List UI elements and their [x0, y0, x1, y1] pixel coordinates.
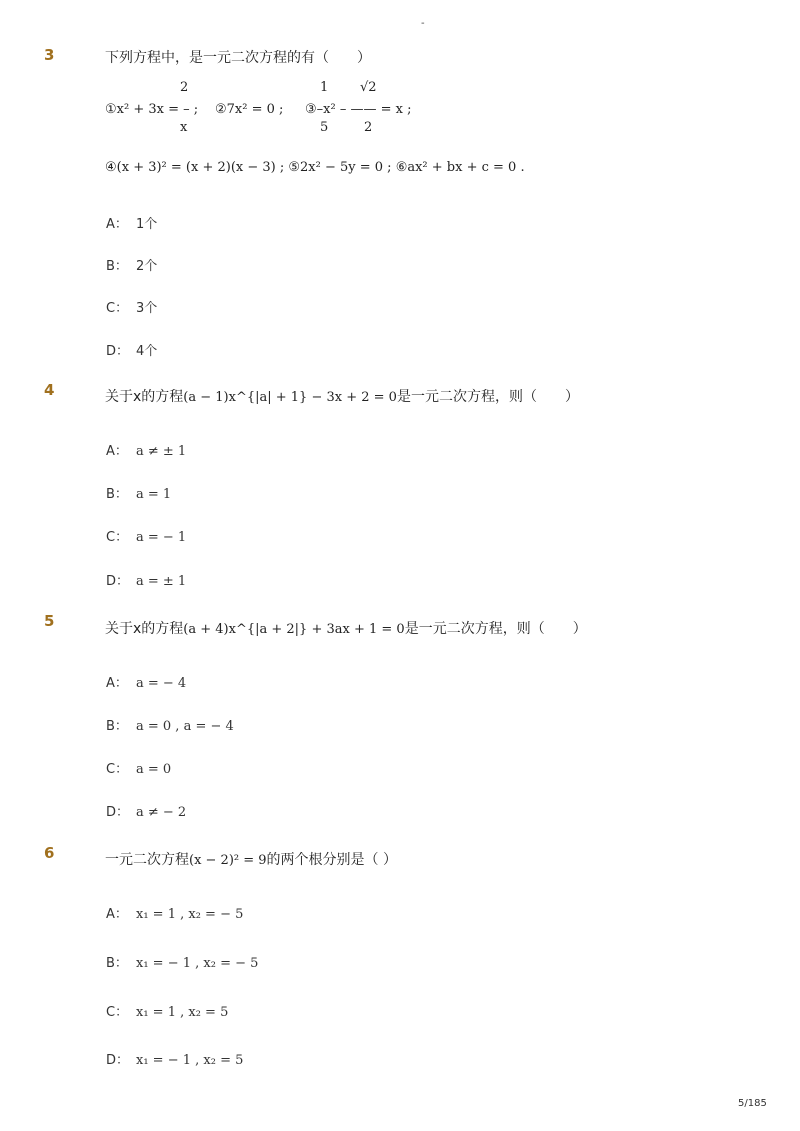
option-label: B： [106, 719, 128, 734]
option-a[interactable] [106, 213, 157, 232]
question-text-before: 关于x的方程 [105, 389, 184, 405]
option-value: a = 1 [136, 487, 172, 502]
option-value: 2个 [136, 259, 158, 274]
option-d[interactable] [106, 340, 157, 359]
option-value: 3个 [136, 301, 158, 316]
page-number: 5/185 [738, 1098, 767, 1109]
option-label: A： [106, 444, 128, 459]
question-math: (a − 1)x^{|a| + 1} − 3x + 2 = 0 [183, 390, 397, 405]
option-value: a ≠ − 2 [136, 805, 187, 820]
option-value: a ≠ ± 1 [136, 444, 187, 459]
option-b[interactable] [106, 715, 234, 734]
fraction-denominator: 2 [364, 120, 373, 135]
option-d[interactable] [106, 570, 186, 589]
question-text [105, 386, 579, 406]
option-a[interactable] [106, 903, 243, 922]
question-text [105, 849, 397, 869]
option-value: 1个 [136, 217, 158, 232]
question-text [105, 618, 587, 638]
option-label: C： [106, 530, 129, 545]
option-a[interactable] [106, 672, 186, 691]
option-c[interactable] [106, 758, 171, 777]
fraction-numerator: 1 [320, 80, 329, 95]
fraction-denominator: 5 [320, 120, 329, 135]
option-label: C： [106, 1005, 129, 1020]
option-value: 4个 [136, 344, 158, 359]
fraction-denominator: x [180, 120, 188, 135]
option-label: D： [106, 574, 130, 589]
question-math: (a + 4)x^{|a + 2|} + 3ax + 1 = 0 [183, 622, 405, 637]
option-value: a = − 4 [136, 676, 187, 691]
question-number: 5 [44, 612, 55, 630]
option-label: D： [106, 1053, 130, 1068]
question-number: 3 [44, 46, 55, 64]
question-text-before: 一元二次方程 [105, 852, 189, 868]
question-number: 4 [44, 381, 55, 399]
fraction-numerator: 2 [180, 80, 189, 95]
option-d[interactable] [106, 1049, 243, 1068]
question-text-before: 关于x的方程 [105, 621, 184, 637]
option-value: x₁ = − 1 , x₂ = − 5 [136, 956, 259, 971]
equation-1: ①x² + 3x = – ; [105, 102, 199, 117]
question-text-after: 是一元二次方程，则（ ） [396, 389, 579, 405]
option-b[interactable] [106, 255, 157, 274]
option-label: D： [106, 805, 130, 820]
option-label: A： [106, 217, 128, 232]
equation-line-2: ④(x + 3)² = (x + 2)(x − 3) ; ⑤2x² − 5y = 0 ; ⑥ax² + bx + c = 0 . [105, 160, 525, 175]
equation-line-1 [0, 0, 800, 140]
question-math: (x − 2)² = 9 [189, 853, 267, 868]
question-text-after: 是一元二次方程，则（ ） [404, 621, 587, 637]
option-value: x₁ = − 1 , x₂ = 5 [136, 1053, 244, 1068]
option-d[interactable] [106, 801, 186, 820]
fraction-numerator: √2 [360, 80, 377, 95]
option-label: B： [106, 487, 128, 502]
question-number: 6 [44, 844, 55, 862]
option-label: C： [106, 301, 129, 316]
question-text-after: 的两个根分别是（ ） [266, 852, 397, 868]
equation-2: ②7x² = 0 ; [215, 102, 284, 117]
option-value: a = 0 [136, 762, 172, 777]
option-label: C： [106, 762, 129, 777]
equation-3: ③–x² – —— = x ; [305, 102, 412, 117]
option-label: A： [106, 676, 128, 691]
option-label: B： [106, 259, 128, 274]
option-value: a = 0 , a = − 4 [136, 719, 234, 734]
option-value: a = ± 1 [136, 574, 187, 589]
question-text: 下列方程中，是一元二次方程的有（ ） [105, 50, 371, 66]
option-value: a = − 1 [136, 530, 187, 545]
option-value: x₁ = 1 , x₂ = 5 [136, 1005, 229, 1020]
option-c[interactable] [106, 1001, 228, 1020]
option-label: D： [106, 344, 130, 359]
header-mark: - [421, 18, 425, 29]
option-c[interactable] [106, 526, 186, 545]
option-label: A： [106, 907, 128, 922]
option-a[interactable] [106, 440, 186, 459]
option-b[interactable] [106, 483, 171, 502]
option-b[interactable] [106, 952, 258, 971]
option-c[interactable] [106, 297, 157, 316]
option-value: x₁ = 1 , x₂ = − 5 [136, 907, 244, 922]
option-label: B： [106, 956, 128, 971]
